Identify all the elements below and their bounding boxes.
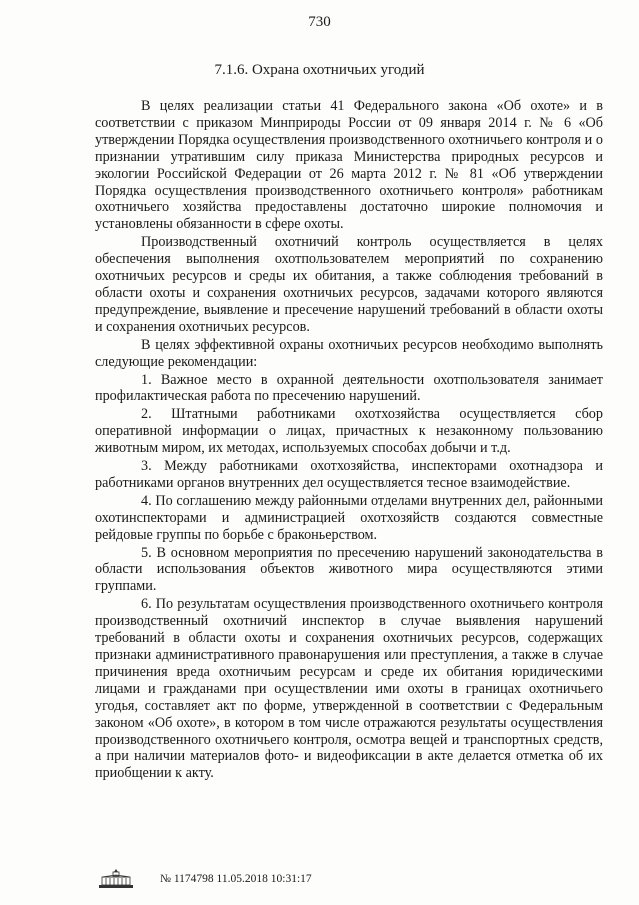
paragraph-intro: В целях реализации статьи 41 Федерального закона «Об охоте» и в соответствии с приказом Минприроды России от 09 января 2014 г. № 6 «Об утверждении Порядка осуществления производственного охотничьего контроля и о признании утратившим силу приказа Министерства природных ресурсов и экологии Российской Федерации от 26 марта 2012 г. № 81 «Об утверждении Порядка осуществления производственного охотничьего контроля» работникам охотничьего хозяйства предоставлены достаточно широкие полномочия и установлены обязанности в сфере охоты. bbox=[95, 98, 603, 233]
page-number: 730 bbox=[308, 14, 331, 30]
paragraph-control: Производственный охотничий контроль осуществляется в целях обеспечения выполнения охотпользователем мероприятий по сохранению охотничьих ресурсов и среды их обитания, а также соблюдения требований в области охоты и сохранения охотничьих ресурсов, задачами которого являются предупреждение, выявление и пресечение нарушений требований в области охоты и сохранения охотничьих ресурсов. bbox=[95, 234, 603, 335]
paragraph-item-3: 3. Между работниками охотхозяйства, инспекторами охотнадзора и работниками органов внутренних дел осуществляется тесное взаимодействие. bbox=[95, 458, 603, 491]
paragraph-item-5: 5. В основном мероприятия по пресечению нарушений законодательства в области использования объектов животного мира осуществляются этими группами. bbox=[95, 544, 603, 595]
government-building-icon bbox=[96, 867, 136, 891]
paragraph-item-1: 1. Важное место в охранной деятельности охотпользователя занимает профилактическая работа по пресечению нарушений. bbox=[95, 371, 603, 405]
paragraph-item-6: 6. По результатам осуществления производственного охотничьего контроля производственный охотничий инспектор в случае выявления нарушений требований в области охоты и сохранения охотничьих ресурсов, содержащих признаки административного правонарушения или преступления, а также в случае причинения вреда охотничьим ресурсам и среде их обитания юридическими лицами и гражданами при осуществлении ими охоты в границах охотничьего угодья, составляет акт по форме, утвержденной в соответствии с Федеральным законом «Об охоте», в котором в том числе отражаются результаты осуществления производственного охотничьего контроля, осмотра вещей и транспортных средств, а при наличии материалов фото- и видеофиксации в акте делается отметка об их приобщении к акту. bbox=[95, 596, 603, 782]
section-title: 7.1.6. Охрана охотничьих угодий bbox=[214, 62, 425, 78]
paragraph-item-4: 4. По соглашению между районными отделами внутренних дел, районными охотинспекторами и администрацией охотхозяйств создаются совместные рейдовые группы по борьбе с браконьерством. bbox=[95, 492, 603, 543]
paragraph-recommendations: В целях эффективной охраны охотничьих ресурсов необходимо выполнять следующие рекомендации: bbox=[95, 336, 603, 370]
document-id-timestamp: № 1174798 11.05.2018 10:31:17 bbox=[160, 873, 312, 885]
paragraph-item-2: 2. Штатными работниками охотхозяйства осуществляется сбор оперативной информации о лицах, причастных к незаконному пользованию животным миром, их методах, используемых способах добычи и т.д. bbox=[95, 406, 603, 457]
document-body bbox=[95, 98, 603, 783]
document-footer bbox=[96, 866, 312, 892]
